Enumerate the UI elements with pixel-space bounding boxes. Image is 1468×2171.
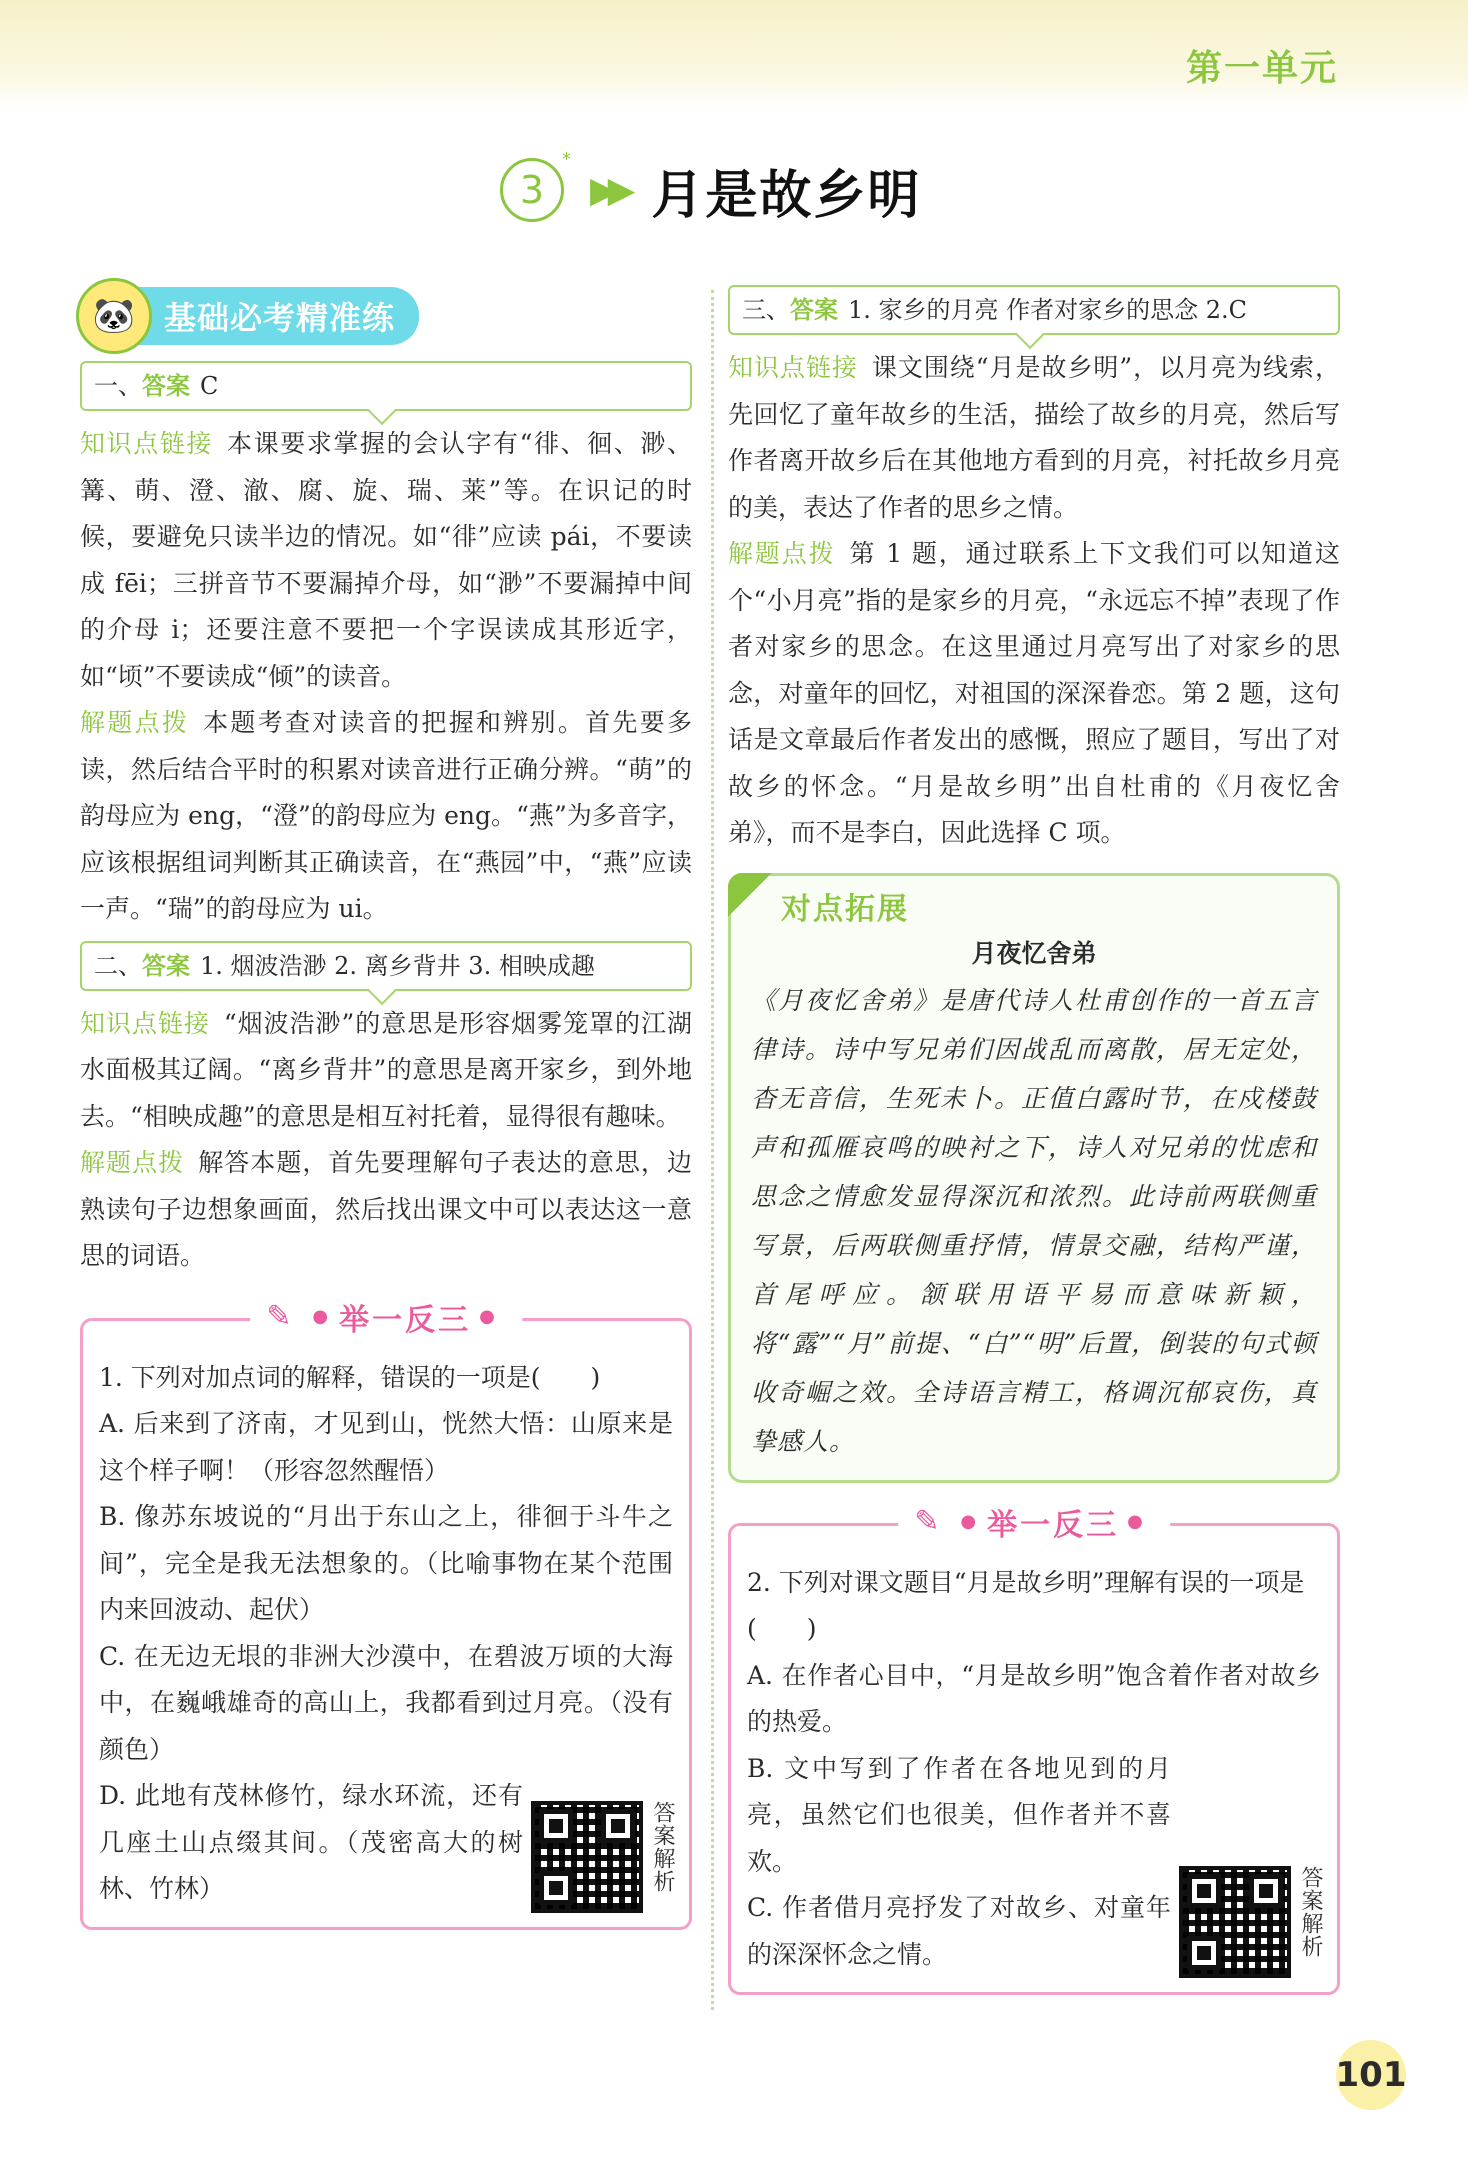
dot-icon: ●	[479, 1306, 498, 1327]
answer-text: 1. 家乡的月亮 作者对家乡的思念 2.C	[848, 296, 1248, 324]
solution-tip-text: 第 1 题，通过联系上下文我们可以知道这个“小月亮”指的是家乡的月亮，“永远忘不掉”表现了作者对家乡的思念。在这里通过月亮写出了对家乡的思念，对童年的回忆，对祖国的深深眷恋。第 2 题，这句话是文章最后作者发出的感慨，照应了题目，写出了对故乡的怀念。“月是故乡明”出自杜甫的《月夜忆舍弟》，而不是李白，因此选择 C 项。	[728, 539, 1340, 847]
panda-icon: 🐼	[76, 278, 152, 354]
knowledge-link-label: 知识点链接	[80, 429, 213, 458]
solution-tip-3	[728, 531, 1340, 857]
knowledge-link-label: 知识点链接	[80, 1008, 210, 1038]
qr-corner	[1187, 1874, 1221, 1908]
qr-corner	[1187, 1936, 1221, 1970]
qr-code-icon[interactable]	[1179, 1866, 1291, 1978]
knowledge-link-1	[80, 421, 692, 700]
page-title: 月是故乡明	[651, 165, 922, 226]
answer-box-3	[728, 285, 1340, 335]
answer-prefix: 三、	[742, 296, 790, 324]
leaf-icon	[728, 873, 772, 917]
answer-tag: 答案	[790, 296, 838, 324]
knowledge-link-3	[728, 345, 1340, 531]
qr-label: 答案解析	[1298, 1866, 1323, 1958]
answer-box-1	[80, 361, 692, 411]
answer-prefix: 二、	[94, 951, 142, 980]
practice-header	[250, 1295, 522, 1339]
solution-tip-text: 解答本题，首先要理解句子表达的意思，边熟读句子边想象画面，然后找出课文中可以表达这一意思的词语。	[80, 1148, 692, 1270]
page-number: 101	[1336, 2040, 1406, 2110]
lesson-number	[500, 149, 571, 222]
pencil-icon: ✎	[266, 1299, 295, 1334]
double-arrow-icon: ▶▶	[590, 169, 626, 211]
answer-prefix: 一、	[94, 372, 142, 400]
solution-tip-1	[80, 700, 692, 933]
question-stem: 2. 下列对课文题目“月是故乡明”理解有误的一项是( )	[747, 1567, 1305, 1643]
lesson-number-text: 3	[519, 168, 545, 212]
qr-corner	[539, 1809, 573, 1843]
practice-box-2	[728, 1504, 1340, 1996]
answer-text: C	[200, 372, 219, 400]
extension-text: 《月夜忆舍弟》是唐代诗人杜甫创作的一首五言律诗。诗中写兄弟们因战乱而离散，居无定处，杳无音信，生死未卜。正值白露时节，在戍楼鼓声和孤雁哀鸣的映衬之下，诗人对兄弟的忧虑和思念之情愈发显得深沉和浓烈。此诗前两联侧重写景，后两联侧重抒情，情景交融，结构严谨，首尾呼应。颔联用语平易而意味新颖，将“露”“月”前提、“白”“明”后置，倒装的句式顿收奇崛之效。全诗语言精工，格调沉郁哀伤，真挚感人。	[751, 985, 1317, 1456]
column-divider	[711, 290, 714, 2010]
lesson-title	[500, 150, 921, 230]
qr-corner	[539, 1871, 573, 1905]
knowledge-link-text: “烟波浩渺”的意思是形容烟雾笼罩的江湖水面极其辽阔。“离乡背井”的意思是离开家乡，到外地去。“相映成趣”的意思是相互衬托着，显得很有趣味。	[80, 1008, 692, 1131]
solution-tip-label: 解题点拨	[80, 708, 190, 737]
extension-header: 对点拓展	[781, 891, 909, 927]
answer-tag: 答案	[142, 372, 190, 400]
practice-title: 举一反三	[339, 1302, 472, 1338]
qr-label: 答案解析	[650, 1800, 675, 1893]
qr-code-icon[interactable]	[531, 1801, 643, 1913]
option-c: C. 作者借月亮抒发了对故乡、对童年的深深怀念之情。	[747, 1893, 1171, 1969]
solution-tip-label: 解题点拨	[80, 1148, 185, 1177]
knowledge-link-label: 知识点链接	[728, 353, 858, 382]
solution-tip-label: 解题点拨	[728, 539, 836, 568]
poem-title: 月夜忆舍弟	[971, 938, 1097, 968]
option-a: A. 后来到了济南，才见到山，恍然大悟：山原来是这个样子啊！（形容忽然醒悟）	[99, 1409, 673, 1485]
dot-icon: ●	[960, 1511, 980, 1532]
practice-box-1	[80, 1299, 692, 1930]
knowledge-link-text: 本课要求掌握的会认字有“徘、徊、渺、篝、萌、澄、澈、腐、旋、瑞、莱”等。在识记的时候，要避免只读半边的情况。如“徘”应读 pái，不要读成 fēi；三拼音节不要漏掉介母，如“渺”不要漏掉中间的介母 i；还要注意不要把一个字误读成其形近字，如“顷”不要读成“倾”的读音。	[80, 429, 692, 691]
answer-text: 1. 烟波浩渺 2. 离乡背井 3. 相映成趣	[200, 951, 595, 980]
option-b: B. 文中写到了作者在各地见到的月亮，虽然它们也很美，但作者并不喜欢。	[747, 1753, 1171, 1876]
solution-tip-2	[80, 1140, 692, 1280]
pencil-icon: ✎	[914, 1504, 943, 1539]
knowledge-link-text: 课文围绕“月是故乡明”，以月亮为线索，先回忆了童年故乡的生活，描绘了故乡的月亮，然后写作者离开故乡后在其他地方看到的月亮，衬托故乡月亮的美，表达了作者的思乡之情。	[728, 353, 1340, 522]
option-d: D. 此地有茂林修竹，绿水环流，还有几座土山点缀其间。（茂密高大的树林、竹林）	[99, 1781, 523, 1903]
solution-tip-text: 本题考查对读音的把握和辨别。首先要多读，然后结合平时的积累对读音进行正确分辨。“萌”的韵母应为 eng，“澄”的韵母应为 eng。“燕”为多音字，应该根据组词判断其正确读音，在“燕园”中，“燕”应读一声。“瑞”的韵母应为 ui。	[80, 708, 692, 923]
qr-corner	[601, 1809, 635, 1843]
knowledge-link-2	[80, 1001, 692, 1141]
qr-block[interactable]	[1179, 1866, 1323, 1978]
left-column	[80, 285, 692, 1930]
extension-box	[728, 873, 1340, 1483]
qr-block[interactable]	[531, 1801, 675, 1913]
answer-tag: 答案	[142, 951, 190, 980]
option-c: C. 在无边无垠的非洲大沙漠中，在碧波万顷的大海中，在巍峨雄奇的高山上，我都看到过月亮。（没有颜色）	[99, 1641, 673, 1764]
right-column	[728, 285, 1340, 1995]
qr-corner	[1249, 1874, 1283, 1908]
option-a: A. 在作者心目中，“月是故乡明”饱含着作者对故乡的热爱。	[747, 1660, 1321, 1736]
option-b: B. 像苏东坡说的“月出于东山之上，徘徊于斗牛之间”，完全是我无法想象的。（比喻事物在某个范围内来回波动、起伏）	[99, 1502, 673, 1624]
dot-icon: ●	[312, 1306, 332, 1327]
section-banner	[76, 289, 692, 343]
lesson-star: *	[562, 149, 571, 170]
unit-label: 第一单元	[1185, 48, 1338, 89]
dot-icon: ●	[1127, 1511, 1146, 1532]
answer-box-2	[80, 941, 692, 991]
section-title: 基础必考精准练	[128, 287, 419, 345]
question-stem: 1. 下列对加点词的解释，错误的一项是( )	[99, 1362, 601, 1392]
practice-header	[898, 1500, 1170, 1544]
practice-title: 举一反三	[987, 1507, 1120, 1543]
